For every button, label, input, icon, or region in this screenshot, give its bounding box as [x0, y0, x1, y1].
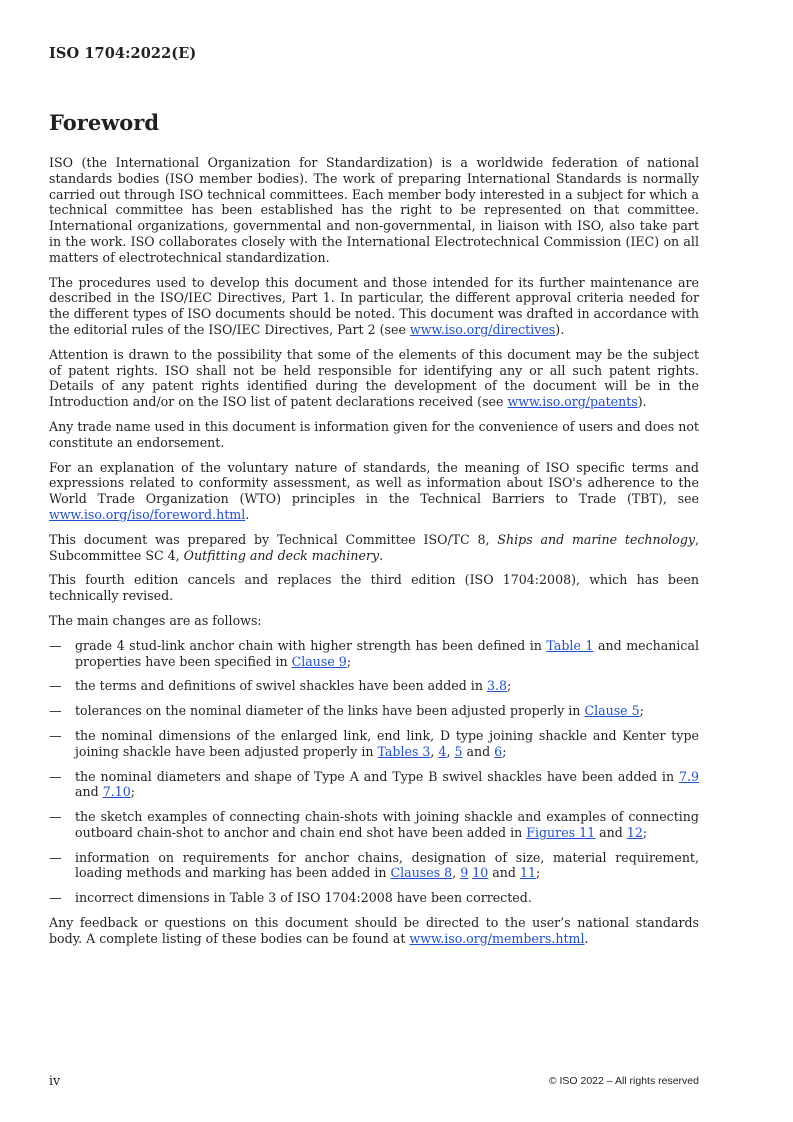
list-item-text: [75, 728, 699, 760]
paragraph-text: .: [584, 930, 589, 946]
section-3-8-link[interactable]: 3.8: [486, 678, 507, 694]
dash-bullet: —: [49, 890, 62, 906]
text: the sketch examples of connecting chain-shots with joining shackle and examples of connecting outboard chain-shot to anchor and chain end shot have been added in: [75, 809, 699, 840]
list-item-text: incorrect dimensions in Table 3 of ISO 1704:2008 have been corrected.: [75, 890, 532, 906]
list-item: [49, 638, 699, 670]
tables-3-link[interactable]: Tables 3: [377, 743, 431, 759]
clause-10-link[interactable]: 10: [472, 865, 489, 881]
paragraph-text: This document was prepared by Technical Committee ISO/TC 8,: [49, 531, 498, 547]
table-4-link[interactable]: 4: [438, 743, 447, 759]
copyright-notice: © ISO 2022 – All rights reserved: [548, 1075, 699, 1087]
paragraph-edition: This fourth edition cancels and replaces the third edition (ISO 1704:2008), which has been technically revised.: [49, 572, 699, 604]
text: ,: [446, 743, 455, 759]
clause-9-link[interactable]: 9: [460, 865, 469, 881]
list-item: [49, 678, 699, 694]
figure-12-link[interactable]: 12: [626, 824, 643, 840]
paragraph-text: Attention is drawn to the possibility that some of the elements of this document may be the subject of patent rights. ISO shall not be held responsible for identifying any or all such patent rights. Details of any patent rights identified during the development of the document will be in the Introduction and/or on the ISO list of patent declarations received (see: [49, 346, 699, 410]
text: ;: [502, 743, 507, 759]
text: grade 4 stud-link anchor chain with higher strength has been defined in: [75, 637, 547, 653]
text: and: [75, 784, 103, 800]
text: information on requirements for anchor chains, designation of size, material requirement, loading methods and marking has been added in: [75, 849, 699, 881]
paragraph-main-changes: The main changes are as follows:: [49, 612, 262, 628]
paragraph-trade-name: Any trade name used in this document is information given for the convenience of users and does not constitute an endorsement.: [49, 418, 699, 450]
table-1-link[interactable]: Table 1: [546, 637, 594, 653]
paragraph-text: .: [245, 506, 250, 522]
committee-name: Ships and marine technology: [497, 531, 695, 547]
table-5-link[interactable]: 5: [454, 743, 463, 759]
paragraph-text: .: [379, 547, 384, 563]
list-item-text: [75, 678, 699, 694]
paragraph-text: ).: [555, 321, 565, 337]
text: ;: [506, 678, 512, 694]
list-item: [49, 769, 699, 801]
foreword-link[interactable]: www.iso.org/iso/foreword.html: [49, 506, 246, 522]
text: the nominal diameters and shape of Type A and Type B swivel shackles have been added in: [75, 768, 679, 784]
text: ,: [452, 865, 461, 881]
list-item: [49, 703, 699, 719]
dash-bullet: —: [49, 809, 62, 825]
paragraph-feedback: [49, 915, 699, 947]
text: ;: [642, 824, 648, 840]
clauses-8-link[interactable]: Clauses 8: [390, 865, 453, 881]
directives-link[interactable]: www.iso.org/directives: [409, 321, 556, 337]
text: ;: [639, 703, 644, 719]
clause-11-link[interactable]: 11: [519, 865, 536, 881]
list-item-text: [75, 769, 699, 801]
text: and: [462, 743, 495, 759]
clause-5-link[interactable]: Clause 5: [584, 703, 640, 719]
list-item: [49, 850, 699, 882]
dash-bullet: —: [49, 727, 62, 743]
text: ;: [130, 784, 135, 800]
list-item: [49, 728, 699, 760]
section-7-9-link[interactable]: 7.9: [678, 768, 699, 784]
list-item-text: [75, 703, 699, 719]
paragraph-voluntary-nature: [49, 460, 699, 523]
section-7-10-link[interactable]: 7.10: [102, 784, 131, 800]
dash-bullet: —: [49, 768, 62, 784]
subcommittee-name: Outfitting and deck machinery: [183, 547, 380, 563]
dash-bullet: —: [49, 849, 62, 865]
text: and: [595, 824, 627, 840]
text: and mechanical properties have been specified in: [75, 637, 699, 669]
paragraph-procedures: [49, 275, 699, 338]
dash-bullet: —: [49, 637, 62, 653]
dash-bullet: —: [49, 678, 62, 694]
patents-link[interactable]: www.iso.org/patents: [507, 394, 638, 410]
paragraph-committee: [49, 532, 699, 564]
list-item-text: [75, 638, 699, 670]
page-number: iv: [49, 1073, 61, 1088]
text: the nominal dimensions of the enlarged link, end link, D type joining shackle and Kenter type joining shackle have been adjusted properly in: [75, 727, 699, 759]
page-title: Foreword: [49, 110, 160, 135]
text: and: [488, 865, 520, 881]
clause-9-link[interactable]: Clause 9: [291, 653, 347, 669]
list-item: [49, 809, 699, 841]
figures-11-link[interactable]: Figures 11: [526, 824, 596, 840]
table-6-link[interactable]: 6: [494, 743, 503, 759]
document-id-header: ISO 1704:2022(E): [49, 45, 197, 62]
paragraph-text: ).: [637, 394, 647, 410]
paragraph-text: , Subcommittee SC 4,: [49, 531, 700, 563]
text: ,: [430, 743, 439, 759]
members-link[interactable]: www.iso.org/members.html: [409, 930, 585, 946]
foreword-body: [49, 155, 699, 956]
paragraph-text: The procedures used to develop this document and those intended for its further maintenance are described in the ISO/IEC Directives, Part 1. In particular, the different approval criteria needed for the different types of ISO documents should be noted. This document was drafted in accordance with the editorial rules of the ISO/IEC Directives, Part 2 (see: [49, 274, 699, 337]
paragraph-text: Any feedback or questions on this document should be directed to the user’s national standards body. A complete listing of these bodies can be found at: [49, 915, 699, 946]
text: ;: [536, 865, 541, 881]
paragraph-patents: [49, 347, 699, 410]
text: ;: [346, 653, 352, 669]
list-item: [49, 890, 699, 906]
paragraph-text: For an explanation of the voluntary nature of standards, the meaning of ISO specific terms and expressions related to conformity assessment, as well as information about ISO's adherence to the World Trade Organization (WTO) principles in the Technical Barriers to Trade (TBT), see: [49, 459, 699, 507]
paragraph-iso-intro: ISO (the International Organization for Standardization) is a worldwide federation of national standards bodies (ISO member bodies). The work of preparing International Standards is normally carried out through ISO technical committees. Each member body interested in a subject for which a technical committee has been established has the right to be represented on that committee. International organizations, governmental and non-governmental, in liaison with ISO, also take part in the work. ISO collaborates closely with the International Electrotechnical Commission (IEC) on all matters of electrotechnical standardization.: [49, 155, 699, 265]
dash-bullet: —: [49, 703, 62, 719]
text: tolerances on the nominal diameter of the links have been adjusted properly in: [75, 703, 585, 719]
list-item-text: [75, 850, 699, 882]
text: the terms and definitions of swivel shackles have been added in: [75, 678, 487, 694]
list-item-text: [75, 809, 699, 841]
